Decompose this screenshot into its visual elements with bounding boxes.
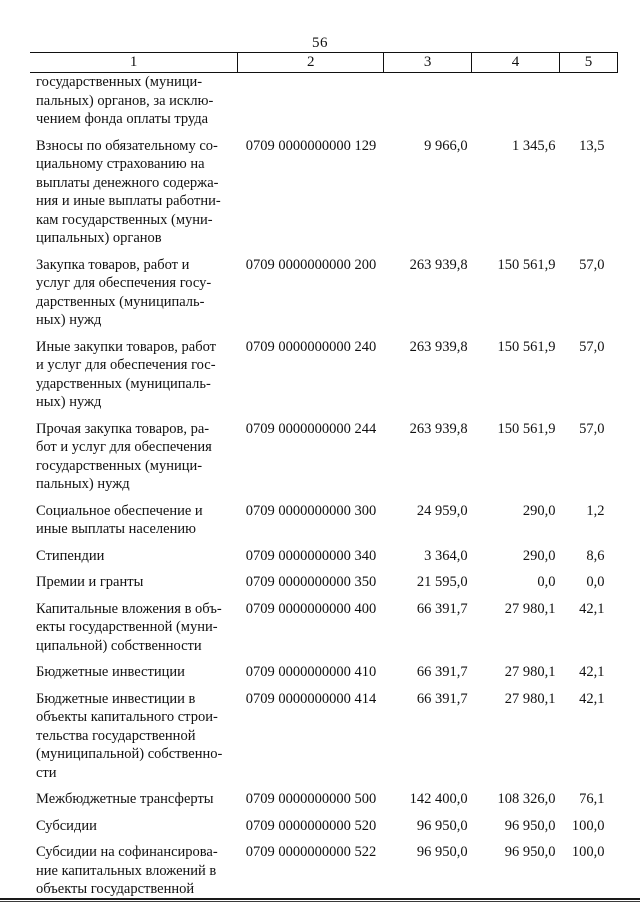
row-col5-cell: 57,0 [579, 256, 605, 273]
row-col3-cell: 3 364,0 [424, 547, 468, 564]
row-col3-cell: 66 391,7 [416, 690, 468, 707]
table-header [30, 53, 618, 73]
table-row [30, 256, 618, 338]
row-col4-cell: 27 980,1 [504, 600, 556, 617]
row-code-cell: 0709 0000000000 414 [245, 690, 377, 707]
row-col3-cell: 24 959,0 [416, 502, 468, 519]
table-row [30, 817, 618, 844]
row-col4-cell [472, 73, 560, 137]
table-row [30, 573, 618, 600]
table-row [30, 843, 618, 907]
row-code-cell: 0709 0000000000 400 [245, 600, 377, 617]
row-code-cell: 0709 0000000000 244 [245, 420, 377, 437]
row-col3-cell: 263 939,8 [409, 256, 468, 273]
row-name-cell: Стипендии [36, 547, 105, 564]
row-name-cell: Бюджетные инвестиции [36, 664, 185, 680]
row-code-cell: 0709 0000000000 522 [245, 844, 377, 860]
table-row [30, 338, 618, 420]
row-col3-cell: 142 400,0 [409, 791, 468, 807]
header-col-1: 1 [30, 53, 238, 73]
row-col5-cell: 8,6 [586, 547, 605, 564]
row-col3-cell: 66 391,7 [416, 600, 468, 617]
row-name-cell: Капитальные вложения в объ- екты государственной (муни- ципальной) собственности [36, 600, 222, 654]
row-col5-cell: 42,1 [579, 690, 605, 707]
row-col3-cell: 96 950,0 [416, 844, 468, 860]
row-col5-cell: 76,1 [579, 791, 605, 807]
row-col4-cell: 0,0 [537, 574, 556, 590]
table-row [30, 790, 618, 817]
row-name-cell: Субсидии [36, 817, 97, 834]
row-col4-cell: 150 561,9 [497, 256, 556, 273]
row-col4-cell: 108 326,0 [497, 791, 556, 807]
row-name-cell: Закупка товаров, работ и услуг для обеспечения госу- дарственных (муниципаль- ных) нужд [36, 256, 212, 328]
row-col5-cell: 13,5 [579, 137, 605, 154]
row-col5-cell: 57,0 [579, 420, 605, 437]
row-col4-cell: 96 950,0 [504, 817, 556, 834]
row-code-cell: 0709 0000000000 129 [245, 137, 377, 154]
row-col3-cell: 263 939,8 [409, 420, 468, 437]
row-col4-cell: 96 950,0 [504, 844, 556, 860]
row-name-cell: Бюджетные инвестиции в объекты капитального строи- тельства государственной (муниципальной) собственно- сти [36, 690, 223, 781]
header-col-3: 3 [384, 53, 472, 73]
table-body [30, 73, 618, 907]
row-name-cell: Иные закупки товаров, работ и услуг для обеспечения гос- ударственных (муниципаль- ных) нужд [36, 338, 217, 410]
row-col4-cell: 290,0 [522, 502, 556, 519]
table-row [30, 137, 618, 256]
table-row [30, 600, 618, 664]
header-col-4: 4 [472, 53, 560, 73]
row-name-cell: Прочая закупка товаров, ра- бот и услуг для обеспечения государственных (муници- пальных) нужд [36, 420, 212, 492]
row-col4-cell: 150 561,9 [497, 420, 556, 437]
table-row [30, 502, 618, 547]
row-code-cell: 0709 0000000000 200 [245, 256, 377, 273]
row-col3-cell: 263 939,8 [409, 338, 468, 355]
row-name-cell: Субсидии на софинансирова- ние капитальных вложений в объекты государственной [36, 844, 218, 897]
row-col4-cell: 150 561,9 [497, 338, 556, 355]
row-name-cell: Межбюджетные трансферты [36, 791, 214, 807]
row-code-cell [238, 73, 384, 137]
row-col4-cell: 27 980,1 [504, 690, 556, 707]
row-col4-cell: 1 345,6 [512, 137, 556, 154]
row-col5-cell: 57,0 [579, 338, 605, 355]
row-col5-cell: 1,2 [586, 502, 605, 519]
row-col3-cell: 21 595,0 [416, 574, 468, 590]
row-col3-cell: 96 950,0 [416, 817, 468, 834]
table-row [30, 73, 618, 137]
row-code-cell: 0709 0000000000 300 [245, 502, 377, 519]
scan-edge-line [0, 898, 640, 900]
row-col5-cell: 100,0 [571, 844, 605, 860]
budget-table [30, 52, 618, 907]
row-col5-cell: 100,0 [571, 817, 605, 834]
row-code-cell: 0709 0000000000 340 [245, 547, 377, 564]
scan-edge-line [0, 901, 640, 902]
table-row [30, 547, 618, 574]
row-col5-cell: 42,1 [579, 600, 605, 617]
table-row [30, 663, 618, 690]
row-col4-cell: 27 980,1 [504, 664, 556, 680]
page-number: 56 [312, 35, 328, 51]
row-col4-cell: 290,0 [522, 547, 556, 564]
row-col3-cell [384, 73, 472, 137]
table-row [30, 690, 618, 791]
row-code-cell: 0709 0000000000 410 [245, 664, 377, 680]
row-col5-cell: 42,1 [579, 664, 605, 680]
table-row [30, 420, 618, 502]
row-name-cell: Взносы по обязательному со- циальному страхованию на выплаты денежного содержа- ния и иные выплаты работни- кам государственных (муни- ципальных) органов [36, 137, 221, 246]
row-code-cell: 0709 0000000000 500 [245, 791, 377, 807]
row-col5-cell [560, 73, 618, 137]
row-name-cell: государственных (муници- пальных) органов, за исклю- чением фонда оплаты труда [36, 74, 214, 127]
header-col-5: 5 [560, 53, 618, 73]
header-col-2: 2 [238, 53, 384, 73]
row-code-cell: 0709 0000000000 240 [245, 338, 377, 355]
row-name-cell: Социальное обеспечение и иные выплаты населению [36, 502, 203, 537]
row-code-cell: 0709 0000000000 520 [245, 817, 377, 834]
row-col5-cell: 0,0 [586, 574, 605, 590]
row-col3-cell: 66 391,7 [416, 664, 468, 680]
row-code-cell: 0709 0000000000 350 [245, 574, 377, 590]
row-col3-cell: 9 966,0 [424, 137, 468, 154]
row-name-cell: Премии и гранты [36, 574, 144, 590]
